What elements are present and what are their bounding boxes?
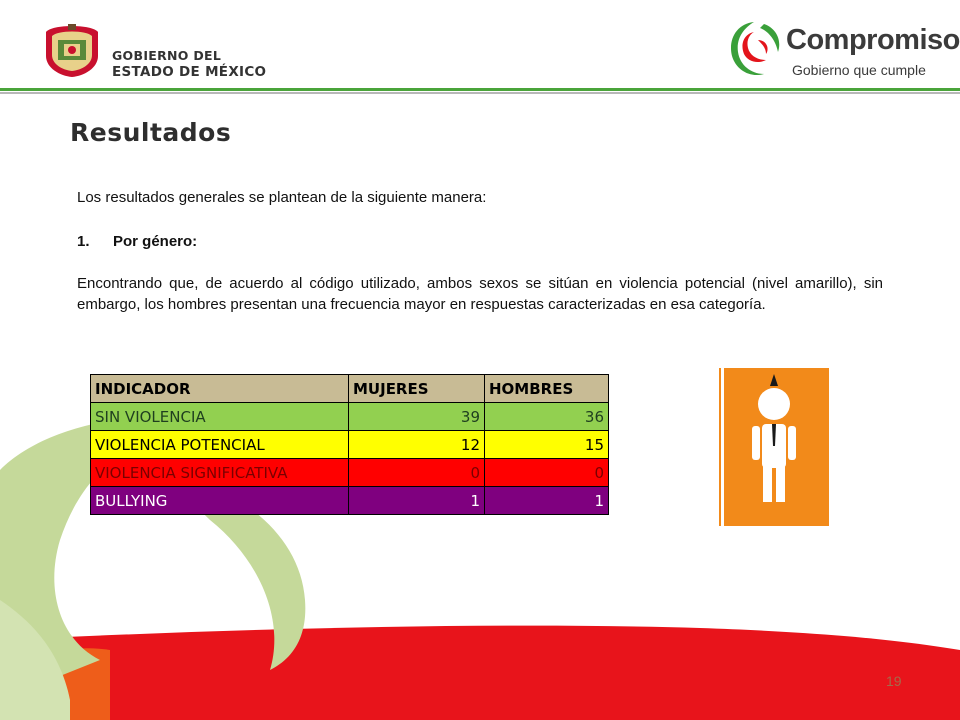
intro-paragraph: Los resultados generales se plantean de la siguiente manera:	[77, 189, 487, 206]
cell-mujeres: 39	[349, 403, 485, 431]
cell-mujeres: 1	[349, 487, 485, 515]
header-divider-gray	[0, 92, 960, 94]
compromiso-swirl-icon	[724, 18, 784, 80]
table-row	[91, 459, 609, 487]
cell-indicador: BULLYING	[91, 487, 349, 515]
list-label: Por género:	[113, 233, 198, 250]
table-row	[91, 403, 609, 431]
slide-title: Resultados	[70, 118, 232, 147]
gobierno-line2: ESTADO DE MÉXICO	[112, 64, 267, 80]
body-paragraph: Encontrando que, de acuerdo al código utilizado, ambos sexos se sitúan en violencia potencial (nivel amarillo), sin embargo, los hombres presentan una frecuencia mayor en respuestas caracterizadas en esa categoría.	[77, 275, 883, 313]
cell-mujeres: 12	[349, 431, 485, 459]
gobierno-logo-text	[112, 48, 266, 80]
table-row	[91, 487, 609, 515]
brand-name: Compromiso	[786, 24, 960, 56]
brand-tagline: Gobierno que cumple	[792, 62, 926, 78]
cell-indicador: SIN VIOLENCIA	[91, 403, 349, 431]
coat-of-arms-icon	[40, 22, 104, 78]
header-indicador: INDICADOR	[91, 375, 349, 403]
gobierno-line1: GOBIERNO DEL	[112, 48, 222, 63]
cell-mujeres: 0	[349, 459, 485, 487]
cell-hombres: 1	[485, 487, 609, 515]
cell-hombres: 36	[485, 403, 609, 431]
table-row	[91, 431, 609, 459]
header-divider-green	[0, 88, 960, 91]
bottom-red-band	[0, 626, 960, 720]
cell-hombres: 15	[485, 431, 609, 459]
table-header-row	[91, 375, 609, 403]
cell-indicador: VIOLENCIA SIGNIFICATIVA	[91, 459, 349, 487]
page-number: 19	[886, 673, 902, 689]
header-hombres: HOMBRES	[485, 375, 609, 403]
cell-hombres: 0	[485, 459, 609, 487]
header-mujeres: MUJERES	[349, 375, 485, 403]
results-table	[90, 374, 609, 515]
man-figure-icon	[719, 368, 829, 526]
cell-indicador: VIOLENCIA POTENCIAL	[91, 431, 349, 459]
list-number: 1.	[77, 233, 90, 250]
